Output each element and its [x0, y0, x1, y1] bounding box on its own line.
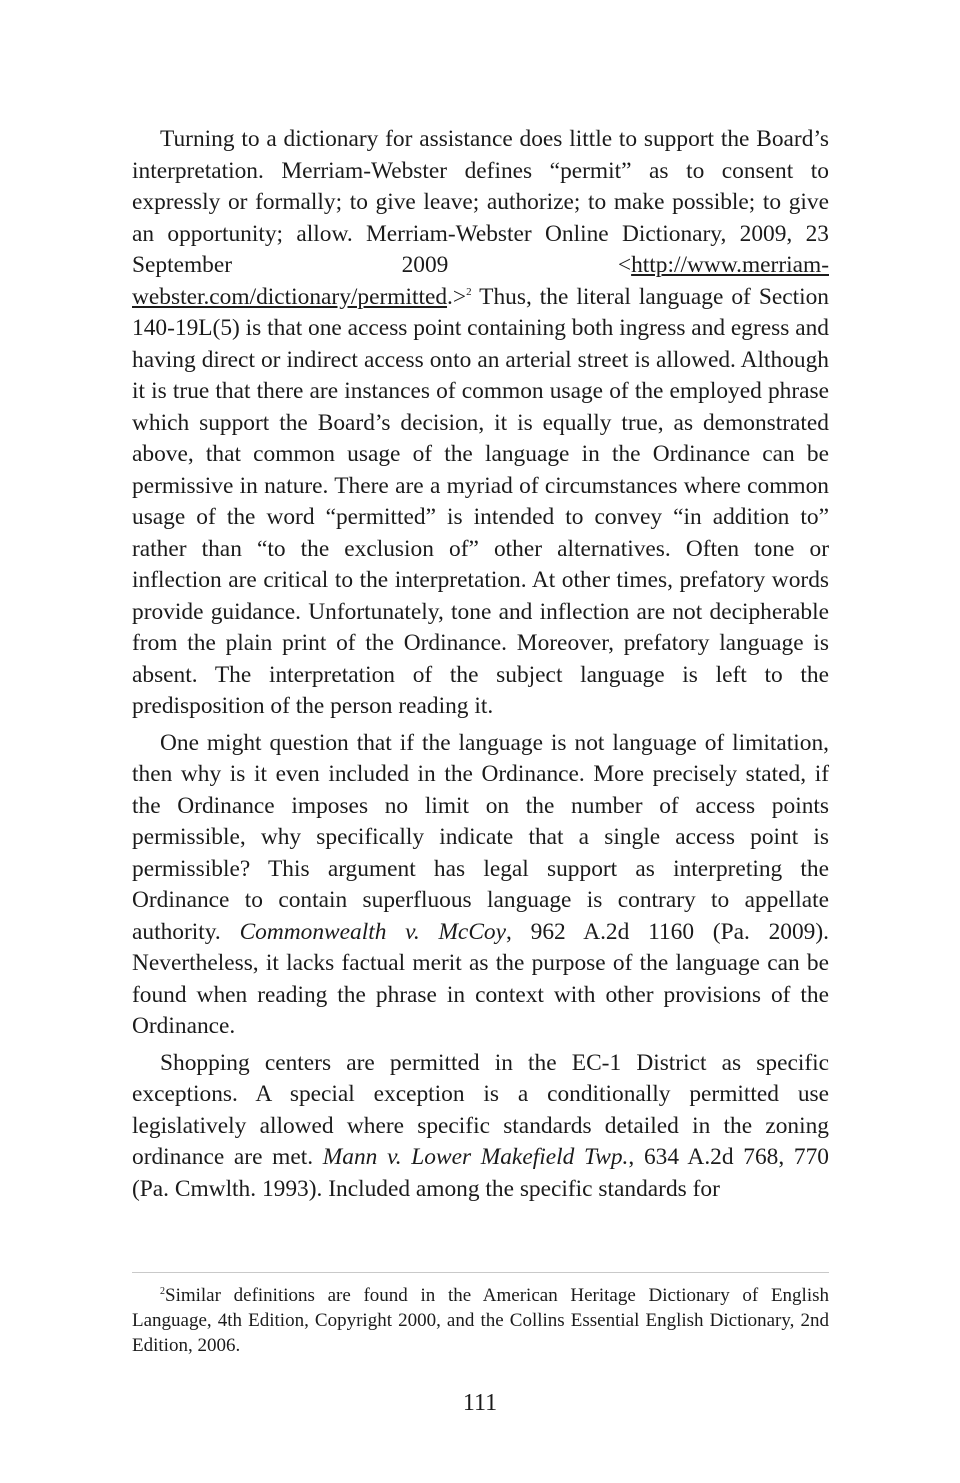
- page-body: [132, 124, 829, 1210]
- footnote-divider: [132, 1272, 829, 1273]
- paragraph-text: , 634 A.2d 768, 770 (Pa. Cmwlth. 1993). Included among the specific standards for: [132, 1144, 829, 1202]
- case-citation-mccoy: Commonwealth v. McCoy: [239, 918, 506, 945]
- page-number: 111: [462, 1390, 498, 1416]
- case-citation-mann: Mann v. Lower Makefield Twp.: [322, 1144, 629, 1170]
- paragraph-shopping-centers: [132, 1048, 829, 1206]
- paragraph-text: Turning to a dictionary for assistance does little to support the Board’s interpretation. Merriam-Webster defines “permit” as to consent to expressly or formally; to give leave; authorize; to make possible; to give an opportunity; allow. Merriam-Webster Online Dictionary, 2009, 23 September 2009 <: [132, 126, 829, 278]
- paragraph-text: Thus, the literal language of Section 140-19L(5) is that one access point containing both ingress and egress and having direct or indirect access onto an arterial street is allowed. Although it is true that there are instances of common usage of the employed phrase which support the Board’s decision, it is equally true, as demonstrated above, that common usage of the language in the Ordinance can be permissive in nature. There are a myriad of circumstances where common usage of the word “permitted” is intended to convey “in addition to” rather than “to the exclusion of” other alternatives. Often tone or inflection are critical to the interpretation. At other times, prefatory words provide guidance. Unfortunately, tone and inflection are not decipherable from the plain print of the Ordinance. Moreover, prefatory language is absent. The interpretation of the subject language is left to the predisposition of the person reading it.: [132, 283, 830, 719]
- footnote-text: Similar definitions are found in the American Heritage Dictionary of English Language, 4th Edition, Copyright 2000, and the Collins Essential English Dictionary, 2nd Edition, 2006.: [132, 1285, 829, 1356]
- paragraph-text: One might question that if the language is not language of limitation, then why is it even included in the Ordinance. More precisely stated, if the Ordinance imposes no limit on the number of access points permissible, why specifically indicate that a single access point is permissible? This argument has legal support as interpreting the Ordinance to contain superfluous language is contrary to appellate authority.: [132, 729, 829, 945]
- footnote-2: [132, 1283, 829, 1358]
- paragraph-dictionary: [132, 124, 829, 723]
- paragraph-text: , 962 A.2d 1160 (Pa. 2009). Nevertheless, it lacks factual merit as the purpose of the language can be found when reading the phrase in context with other provisions of the Ordinance.: [132, 918, 830, 1039]
- paragraph-text: Shopping centers are permitted in the EC-1 District as specific exceptions. A special exception is a conditionally permitted use legislatively allowed where specific standards detailed in the zoning ordinance are met.: [132, 1049, 829, 1170]
- footnote-ref-2[interactable]: 2: [466, 285, 472, 298]
- merriam-webster-link[interactable]: http://www.merriam-webster.com/dictionary/permitted: [132, 252, 829, 310]
- paragraph-text: .>: [447, 283, 467, 310]
- footnote-marker: 2: [160, 1286, 165, 1297]
- paragraph-limitation: [132, 728, 829, 1043]
